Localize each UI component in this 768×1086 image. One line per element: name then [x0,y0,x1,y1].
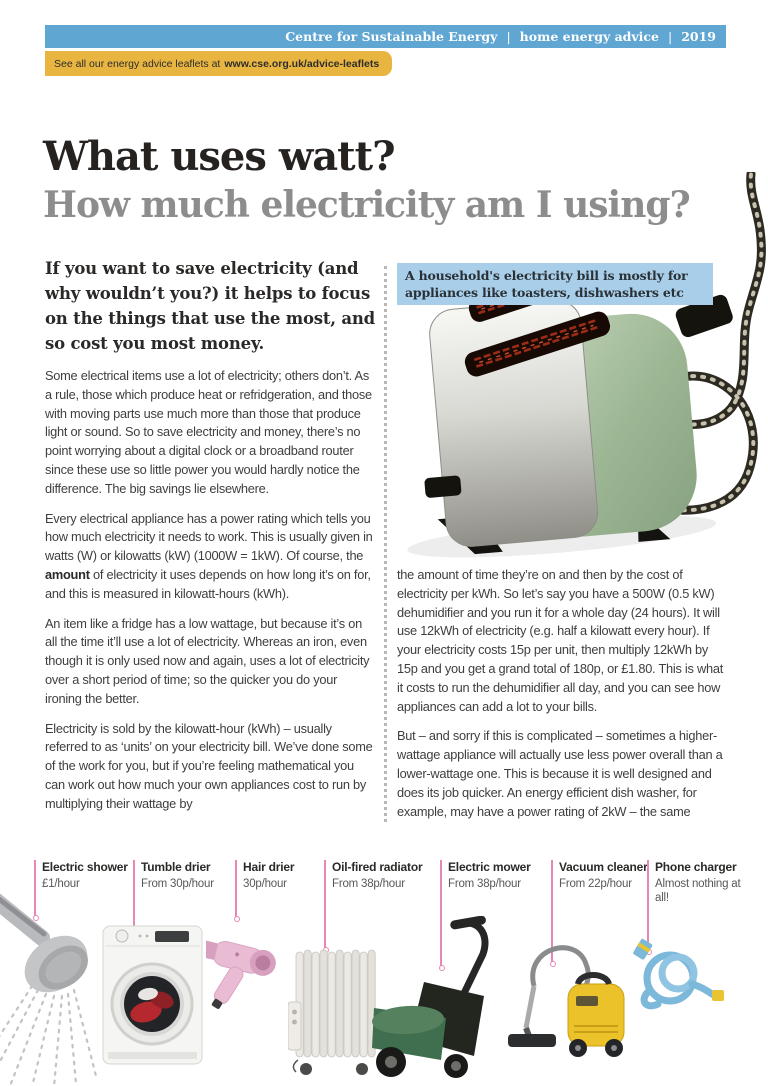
electric-mower-image [366,916,498,1084]
phone-charger-image [628,938,726,1016]
header-year: 2019 [681,29,716,44]
paragraph-text: of electricity it uses depends on how long it’s on for, and this is measured in kilowatt-hours (kWh). [45,566,371,601]
appliance-item-hair-drier [243,860,323,891]
paragraph: Some electrical items use a lot of electricity; others don’t. As a rule, those which produce heat or refridgeration, and those with moving parts use much more than those that produce light or sound. So to save electricity and money, there’s no point worrying about a digital clock or a broadband router since these use so little power you would hardly notice the difference. The big savings lie elsewhere. [45,368,372,496]
hair-drier-image [206,928,280,1020]
appliance-name: Phone charger [655,860,737,874]
advice-leaflets-link[interactable]: www.cse.org.uk/advice-leaflets [224,57,380,70]
vacuum-cleaner-image [506,934,631,1062]
header-separator: | [506,29,511,44]
pointer-line [324,860,326,948]
appliance-cost: From 38p/hour [332,878,405,890]
advice-leaflets-banner [45,51,392,76]
column-divider [384,266,387,822]
tumble-drier-image [100,920,205,1070]
toaster-photo [388,172,768,572]
appliance-item-electric-shower [42,860,134,891]
appliance-cost: From 30p/hour [141,878,214,890]
paragraph [45,510,377,604]
appliance-name: Hair drier [243,860,295,874]
paragraph: But – and sorry if this is complicated – sometimes a higher-wattage appliance will actually use less power overall than a lower-wattage one. This is because it is well designed and does its job quicker. An energy efficient dish washer, for example, may have a power rating of 2kW – the same [397,728,723,819]
header-separator: | [667,29,673,44]
appliance-cost: £1/hour [42,878,80,890]
header-org: Centre for Sustainable Energy [285,29,498,44]
appliance-item-electric-mower [448,860,548,891]
header-bar [45,25,726,48]
appliance-name: Electric mower [448,860,531,874]
appliance-cost: From 38p/hour [448,878,521,890]
banner-text: See all our energy advice leaflets at [54,57,221,70]
appliance-item-vacuum-cleaner [559,860,651,891]
appliance-name: Tumble drier [141,860,211,874]
paragraph: An item like a fridge has a low wattage, but because it’s on all the time it’ll use a lot of electricity. Whereas an iron, even though it is only used now and again, uses a lot of electricity over a short period of time; so the quicker you do your ironing the better. [45,615,370,706]
paragraph: Electricity is sold by the kilowatt-hour (kWh) – usually referred to as ‘units’ on your electricity bill. We’ve done some of the work for you, but if you’re feeling mathematical you can work out how much your own appliances cost to run by multiplying their wattage by [45,720,373,811]
appliance-name: Vacuum cleaner [559,860,648,874]
appliance-cost: Almost nothing at all! [655,878,741,904]
paragraph: the amount of time they’re on and then by the cost of electricity per kWh. So let’s say you have a 500W (0.5 kW) dehumidifier and you run it for a whole day (24 hours). It will use 12kWh of electricity (e.g. half a kilowatt every hour). If your electricity costs 15p per unit, then multiply 12kWh by 15p and you get a grand total of 180p, or £1.80. This is what it costs to run the dehumidifier all day, and you can see how appliances can add a lot to your bills. [397,567,723,714]
appliance-name: Oil-fired radiator [332,860,423,874]
appliance-item-phone-charger [655,860,743,905]
appliance-cost: From 22p/hour [559,878,632,890]
right-column [397,566,730,821]
pointer-line [235,860,237,917]
photo-caption: A household's electricity bill is mostly for appliances like toasters, dishwashers etc [397,263,713,305]
left-column [45,256,377,814]
appliance-cost: 30p/hour [243,878,287,890]
header-section: home energy advice [519,29,659,44]
pointer-line [647,860,649,950]
appliance-name: Electric shower [42,860,128,874]
appliance-item-oil-fired-radiator [332,860,436,891]
appliance-cost-strip [0,852,768,1086]
page-title: What uses watt? [43,133,395,180]
appliance-item-tumble-drier [141,860,235,891]
intro-paragraph: If you want to save electricity (and why wouldn’t you?) it helps to focus on the things that use the most, and so cost you most money. [45,259,376,353]
paragraph-bold-text: amount [45,566,90,582]
paragraph-text: Every electrical appliance has a power rating which tells you how much electricity it needs to work. This is usually given in watts (W) or kilowatts (kW) (1000W = 1kW). Of course, the [45,510,373,564]
page-subtitle: How much electricity am I using? [43,184,690,226]
